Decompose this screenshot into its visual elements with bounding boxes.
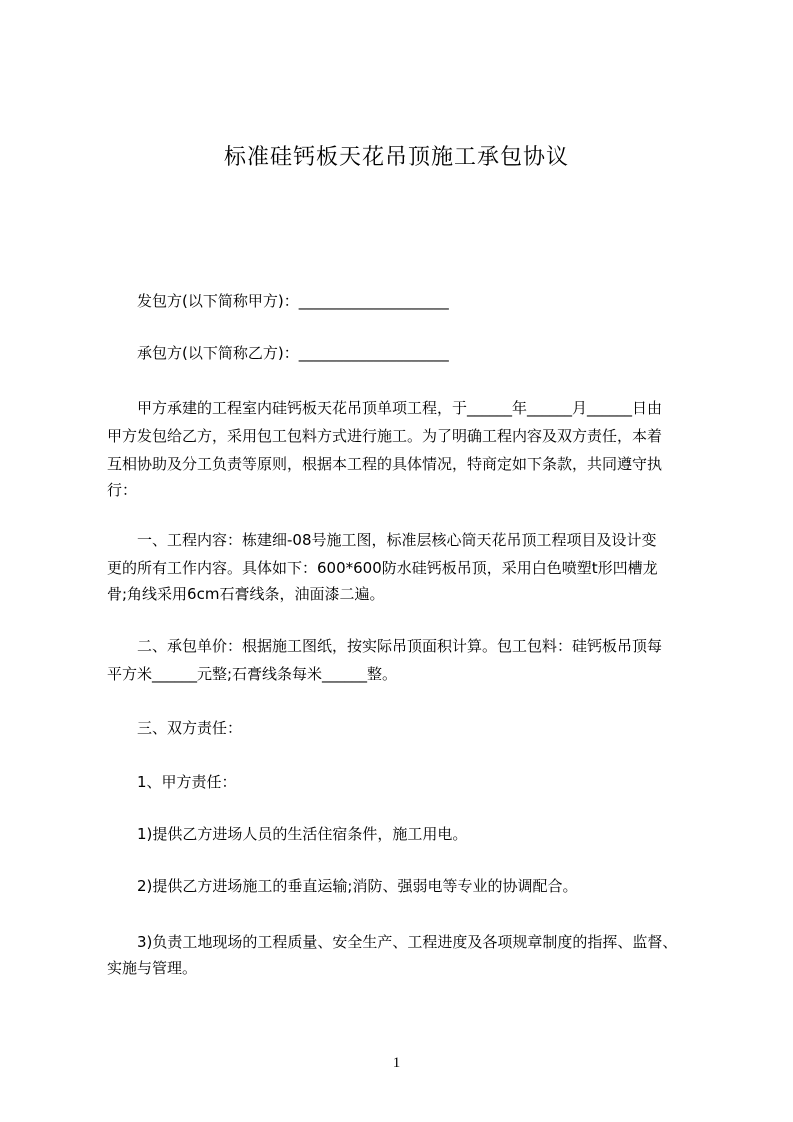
document-title: 标准硅钙板天花吊顶施工承包协议: [223, 145, 569, 170]
section2-line-2: 平方米______元整;石膏线条每米______整。: [107, 665, 398, 683]
section2-line-1: 二、承包单价：根据施工图纸，按实际吊顶面积计算。包工包料：硅钙板吊顶每: [137, 637, 663, 655]
item-2: 2)提供乙方进场施工的垂直运输;消防、强弱电等专业的协调配合。: [137, 877, 578, 895]
page-number: 1: [392, 1055, 401, 1071]
item-1: 1)提供乙方进场人员的生活住宿条件，施工用电。: [137, 825, 468, 843]
item-3-line-1: 3)负责工地现场的工程质量、安全生产、工程进度及各项规章制度的指挥、监督、: [137, 933, 678, 951]
section1-line-2: 更的所有工作内容。具体如下：600*600防水硅钙板吊顶，采用白色喷塑t形凹槽龙: [107, 559, 658, 577]
party-b-line: 承包方(以下简称乙方)：____________________: [137, 344, 449, 362]
section1-line-3: 骨;角线采用6cm石膏线条，油面漆二遍。: [107, 585, 385, 603]
intro-line-1: 甲方承建的工程室内硅钙板天花吊顶单项工程，于______年______月______日由: [137, 399, 663, 417]
intro-line-2: 甲方发包给乙方，采用包工包料方式进行施工。为了明确工程内容及双方责任，本着: [107, 427, 663, 445]
section3-heading: 三、双方责任：: [137, 719, 243, 737]
party-a-line: 发包方(以下简称甲方)：____________________: [137, 292, 449, 310]
section1-line-1: 一、工程内容：栋建细-08号施工图，标准层核心筒天花吊顶工程项目及设计变: [137, 531, 657, 549]
party-a-responsibilities-heading: 1、甲方责任：: [137, 773, 237, 791]
intro-line-3: 互相协助及分工负责等原则，根据本工程的具体情况，特商定如下条款，共同遵守执: [107, 455, 663, 473]
item-3-line-2: 实施与管理。: [107, 959, 198, 977]
intro-line-4: 行：: [107, 481, 138, 499]
